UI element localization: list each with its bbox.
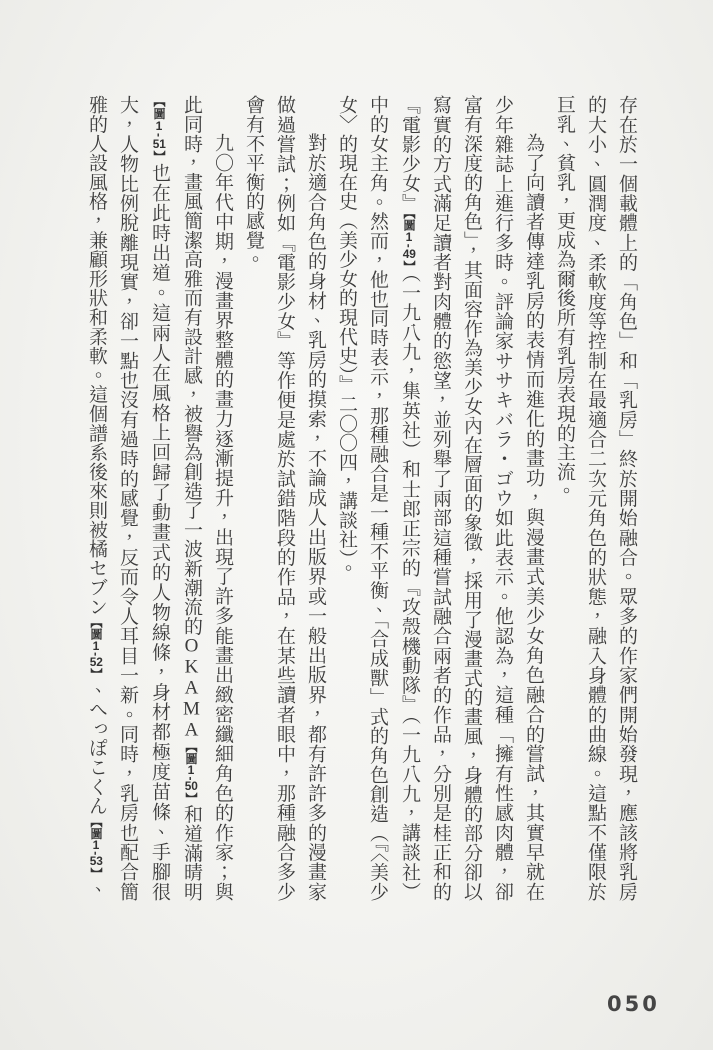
figure-reference: 【圖1-49】 [402,212,416,273]
figure-number: 1 [92,839,100,852]
paragraph: 存在於一個載體上的「角色」和「乳房」終於開始融合。眾多的作家們開始發現，應該將乳房的大小、圓潤度、柔軟度等控制在最適合二次元角色的狀態，融入身體的曲線。這點不僅限於巨乳、貧乳，更成為爾後所有乳房表現的主流。 [554,95,637,901]
figure-number: 1 [405,231,413,244]
paragraph: 九〇年代中期，漫畫界整體的畫力逐漸提升，出現了許多能畫出緻密纖細角色的作家；與此同時，畫風簡潔高雅而有設計感，被譽為創造了一波新潮流的OKAMA【圖1-50】和道滿晴明【圖1-51】也在此時出道。這兩人在風格上回歸了動畫式的人物線條，身材都極度苗條、手腳很大，人物比例脫離現實，卻一點也沒有過時的感覺，反而令人耳目一新。同時，乳房也配合簡雅的人設風格，兼顧形狀和柔軟。這個譜系後來則被橘セブン【圖1-52】、へっぽこくん【圖1-53】、 [86,95,233,902]
figure-reference: 【圖1-53】 [89,815,103,880]
figure-number: 1 [92,640,100,653]
figure-number: 51 [152,137,166,150]
paragraph: 對於適合角色的身材、乳房的摸索，不論成人出版界或一般出版界，都有許許多的漫畫家做過嘗試；例如『電影少女』等作便是處於試錯階段的作品，在某些讀者眼中，那種融合多少會有不平衡的感覺。 [243,95,326,901]
figure-number: 1 [155,120,163,133]
figure-reference: 【圖1-50】 [184,740,198,805]
figure-number: 52 [89,656,103,669]
figure-number: 1 [187,764,195,777]
figure-number: 49 [402,248,416,261]
page-number: 050 [607,992,660,1016]
paragraph: 為了向讀者傳達乳房的表情而進化的畫功，與漫畫式美少女角色融合的嘗試，其實早就在少年雜誌上進行多時。評論家ササキバラ・ゴウ如此表示。他認為，這種「擁有性感肉體，卻富有深度的角色」，其面容作為美少女內在層面的象徵，採用了漫畫式的畫風，身體的部分卻以寫實的方式滿足讀者對肉體的慾望，並列舉了兩部這種嘗試融合兩者的作品，分別是桂正和的『電影少女』【圖1-49】（一九八九，集英社）和士郎正宗的『攻殼機動隊』（一九八九，講談社）中的女主角。然而，他也同時表示，那種融合是一種不平衡、「合成獸」式的角色創造（『〈美少女〉的現在史（美少女的現代史）』二〇〇四，講談社）。 [336,95,544,901]
figure-reference: 【圖1-52】 [89,616,103,681]
figure-reference: 【圖1-51】 [152,95,166,163]
latin-text: OKAMA [181,635,202,741]
figure-number: 50 [184,780,198,793]
body-text [84,95,642,901]
figure-number: 53 [89,855,103,868]
